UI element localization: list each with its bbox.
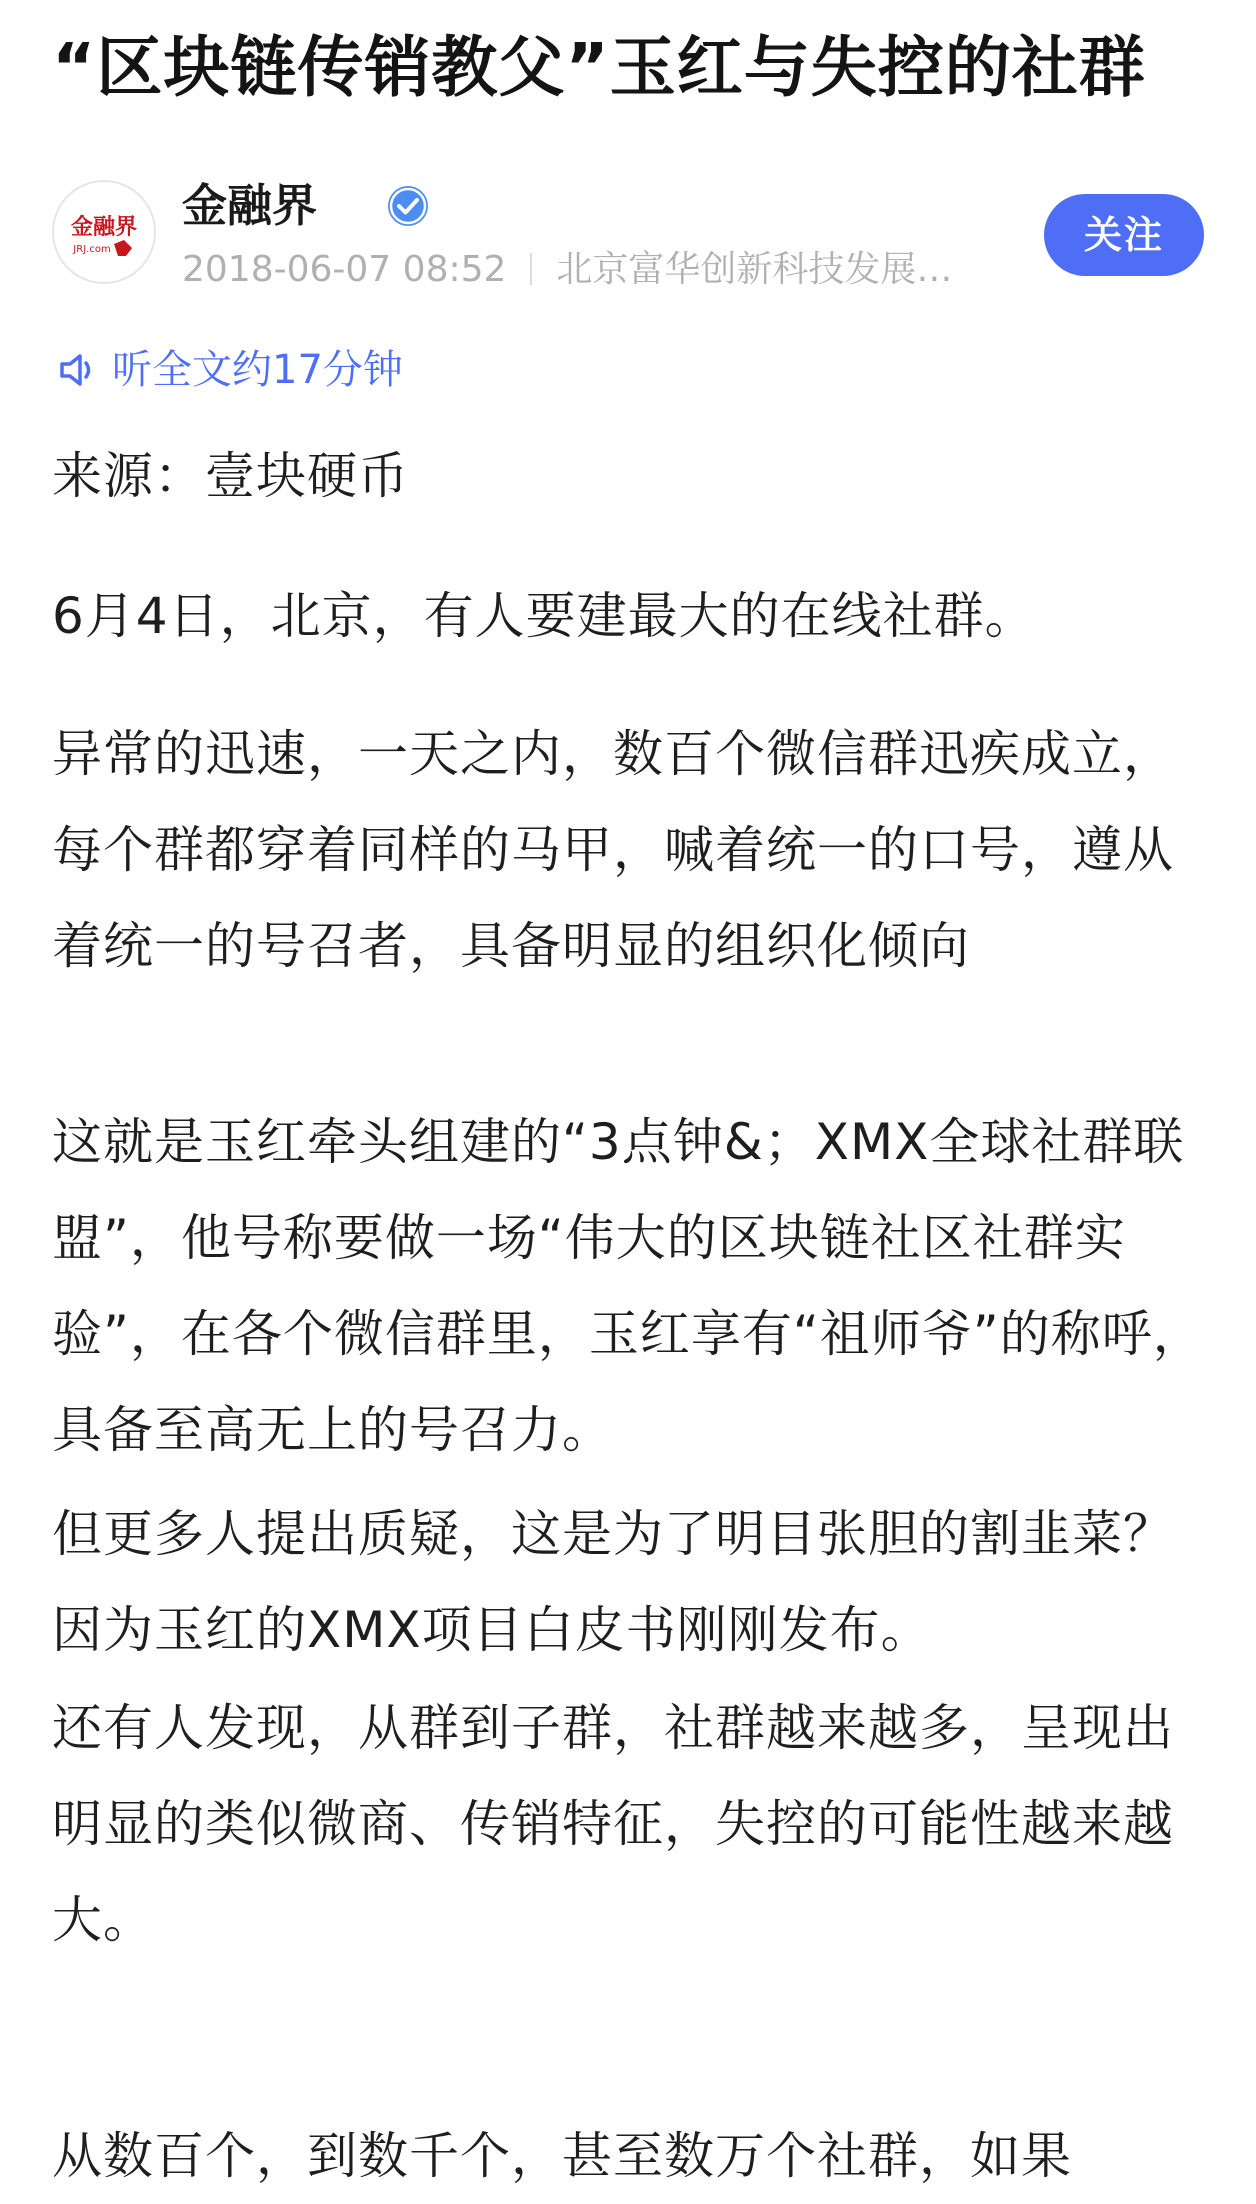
author-name[interactable]: 金融界 [182,179,318,232]
article-paragraph: 这就是玉红牵头组建的“3点钟&；XMX全球社群联盟”，他号称要做一场“伟大的区块链社区社群实验”，在各个微信群里，玉红享有“祖师爷”的称呼，具备至高无上的号召力。 [52,1113,1204,1459]
author-avatar[interactable] [52,180,156,284]
listen-label: 听全文约17分钟 [112,347,403,393]
article-paragraph: 从数百个，到数千个，甚至数万个社群，如果 [52,2127,1072,2185]
jrj-logo-icon [54,182,154,282]
logo-arrow-shape [114,240,132,256]
publisher-company: 北京富华创新科技发展… [556,249,953,290]
publish-datetime: 2018-06-07 08:52 [182,249,507,290]
author-header [52,176,1204,296]
meta-divider [530,253,532,285]
verified-check-icon [386,184,430,228]
article-title: “区块链传销教父”玉红与失控的社群 [52,29,1146,106]
article-source: 来源：壹块硬币 [52,447,409,505]
avatar-logo-subtext: JRJ.com [73,244,111,255]
article-paragraph: 还有人发现，从群到子群，社群越来越多，呈现出明显的类似微商、传销特征，失控的可能性越来越大。 [52,1699,1174,1949]
article-paragraph: 6月4日，北京，有人要建最大的在线社群。 [52,587,1036,645]
article-meta [182,246,952,294]
article-paragraph: 但更多人提出质疑，这是为了明目张胆的割韭菜？因为玉红的XMX项目白皮书刚刚发布。 [52,1505,1174,1659]
speaker-icon [56,348,100,392]
listen-full-article-button[interactable] [56,340,403,400]
article-paragraph: 异常的迅速，一天之内，数百个微信群迅疾成立，每个群都穿着同样的马甲，喊着统一的口号，遵从着统一的号召者，具备明显的组织化倾向 [52,725,1174,975]
avatar-logo-text: 金融界 [70,215,138,240]
follow-button[interactable]: 关注 [1044,194,1204,276]
